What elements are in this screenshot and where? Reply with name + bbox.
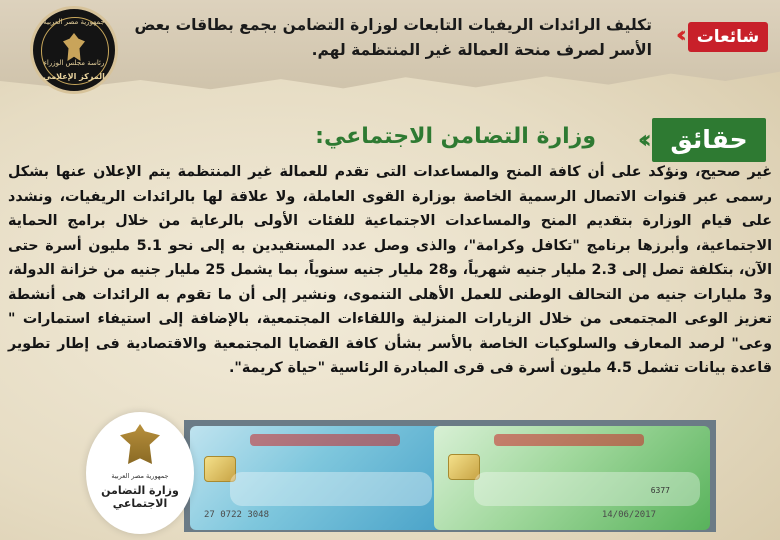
facts-title: وزارة التضامن الاجتماعي: — [315, 124, 596, 149]
eagle-icon — [120, 424, 160, 464]
ministry-logo — [86, 412, 194, 534]
facts-badge: حقائق — [652, 118, 766, 162]
logo-text-line: جمهورية مصر العربية — [43, 18, 105, 26]
chevron-left-icon: ‹‹ — [675, 23, 680, 48]
card-figures — [230, 472, 432, 506]
ministry-country-text: جمهورية مصر العربية — [111, 472, 169, 480]
card-number: 6377 — [650, 486, 670, 495]
logo-text-line: رئاسة مجلس الوزراء — [43, 59, 105, 67]
facts-body: غير صحيح، ونؤكد على أن كافة المنح والمساعدات التى تقدم للعمالة غير المنتظمة يتم الإعلان عنها بشكل رسمى عبر قنوات الاتصال الرسمية الخاصة بوزارة القوى العاملة، ولا علاقة لها بالرائدات الريفيات، ونشدد على قيام الوزارة بتقديم المنح والمساعدات الاجتماعية للفئات الأولى بالرعاية من خلال برامج الحماية الاجتماعية، وأبرزها برنامج "تكافل وكرامة"، والذى وصل عدد المستفيدين به إلى نحو 5.1 مليون أسرة حتى الآن، بتكلفة تصل إلى 2.3 مليار جنيه شهرياً، و28 مليار جنيه سنوياً، بما يشمل 25 مليار جنيه من خزانة الدولة، و3 مليارات جنيه من التحالف الوطنى للعمل الأهلى التنموى، ونشير إلى أن ما تقوم به الرائدات هى أنشطة تعزيز الوعى المجتمعى من خلال الزيارات المنزلية واللقاءات المجتمعية، بالإضافة إلى استيفاء استمارات " وعى" لرصد المعارف والسلوكيات الخاصة بالأسر بشأن كافة القضايا المجتمعية والاقتصادية فى إطار تطوير قاعدة بيانات تشمل 4.5 مليون أسرة فى قرى المبادرة الرئاسية "حياة كريمة". — [8, 164, 772, 376]
card-header-strip — [250, 434, 400, 446]
green-card — [434, 426, 710, 530]
card-number: 27 0722 3048 — [204, 510, 270, 520]
ministry-name: وزارة التضامن الاجتماعي — [101, 484, 179, 510]
card-header-strip — [494, 434, 644, 446]
rumor-badge: شائعات — [688, 22, 768, 52]
chevron-left-icon: ‹‹ — [637, 125, 645, 155]
blue-card — [190, 426, 442, 530]
benefit-cards-photo — [184, 420, 716, 532]
rumor-text: تكليف الرائدات الريفيات التابعات لوزارة التضامن بجمع بطاقات بعض الأسر لصرف منحة العمالة غير المنتظمة لهم. — [134, 16, 652, 59]
card-date: 14/06/2017 — [601, 510, 656, 520]
logo-text-line: المركز الإعلامي — [43, 72, 105, 81]
media-center-logo — [30, 6, 118, 94]
